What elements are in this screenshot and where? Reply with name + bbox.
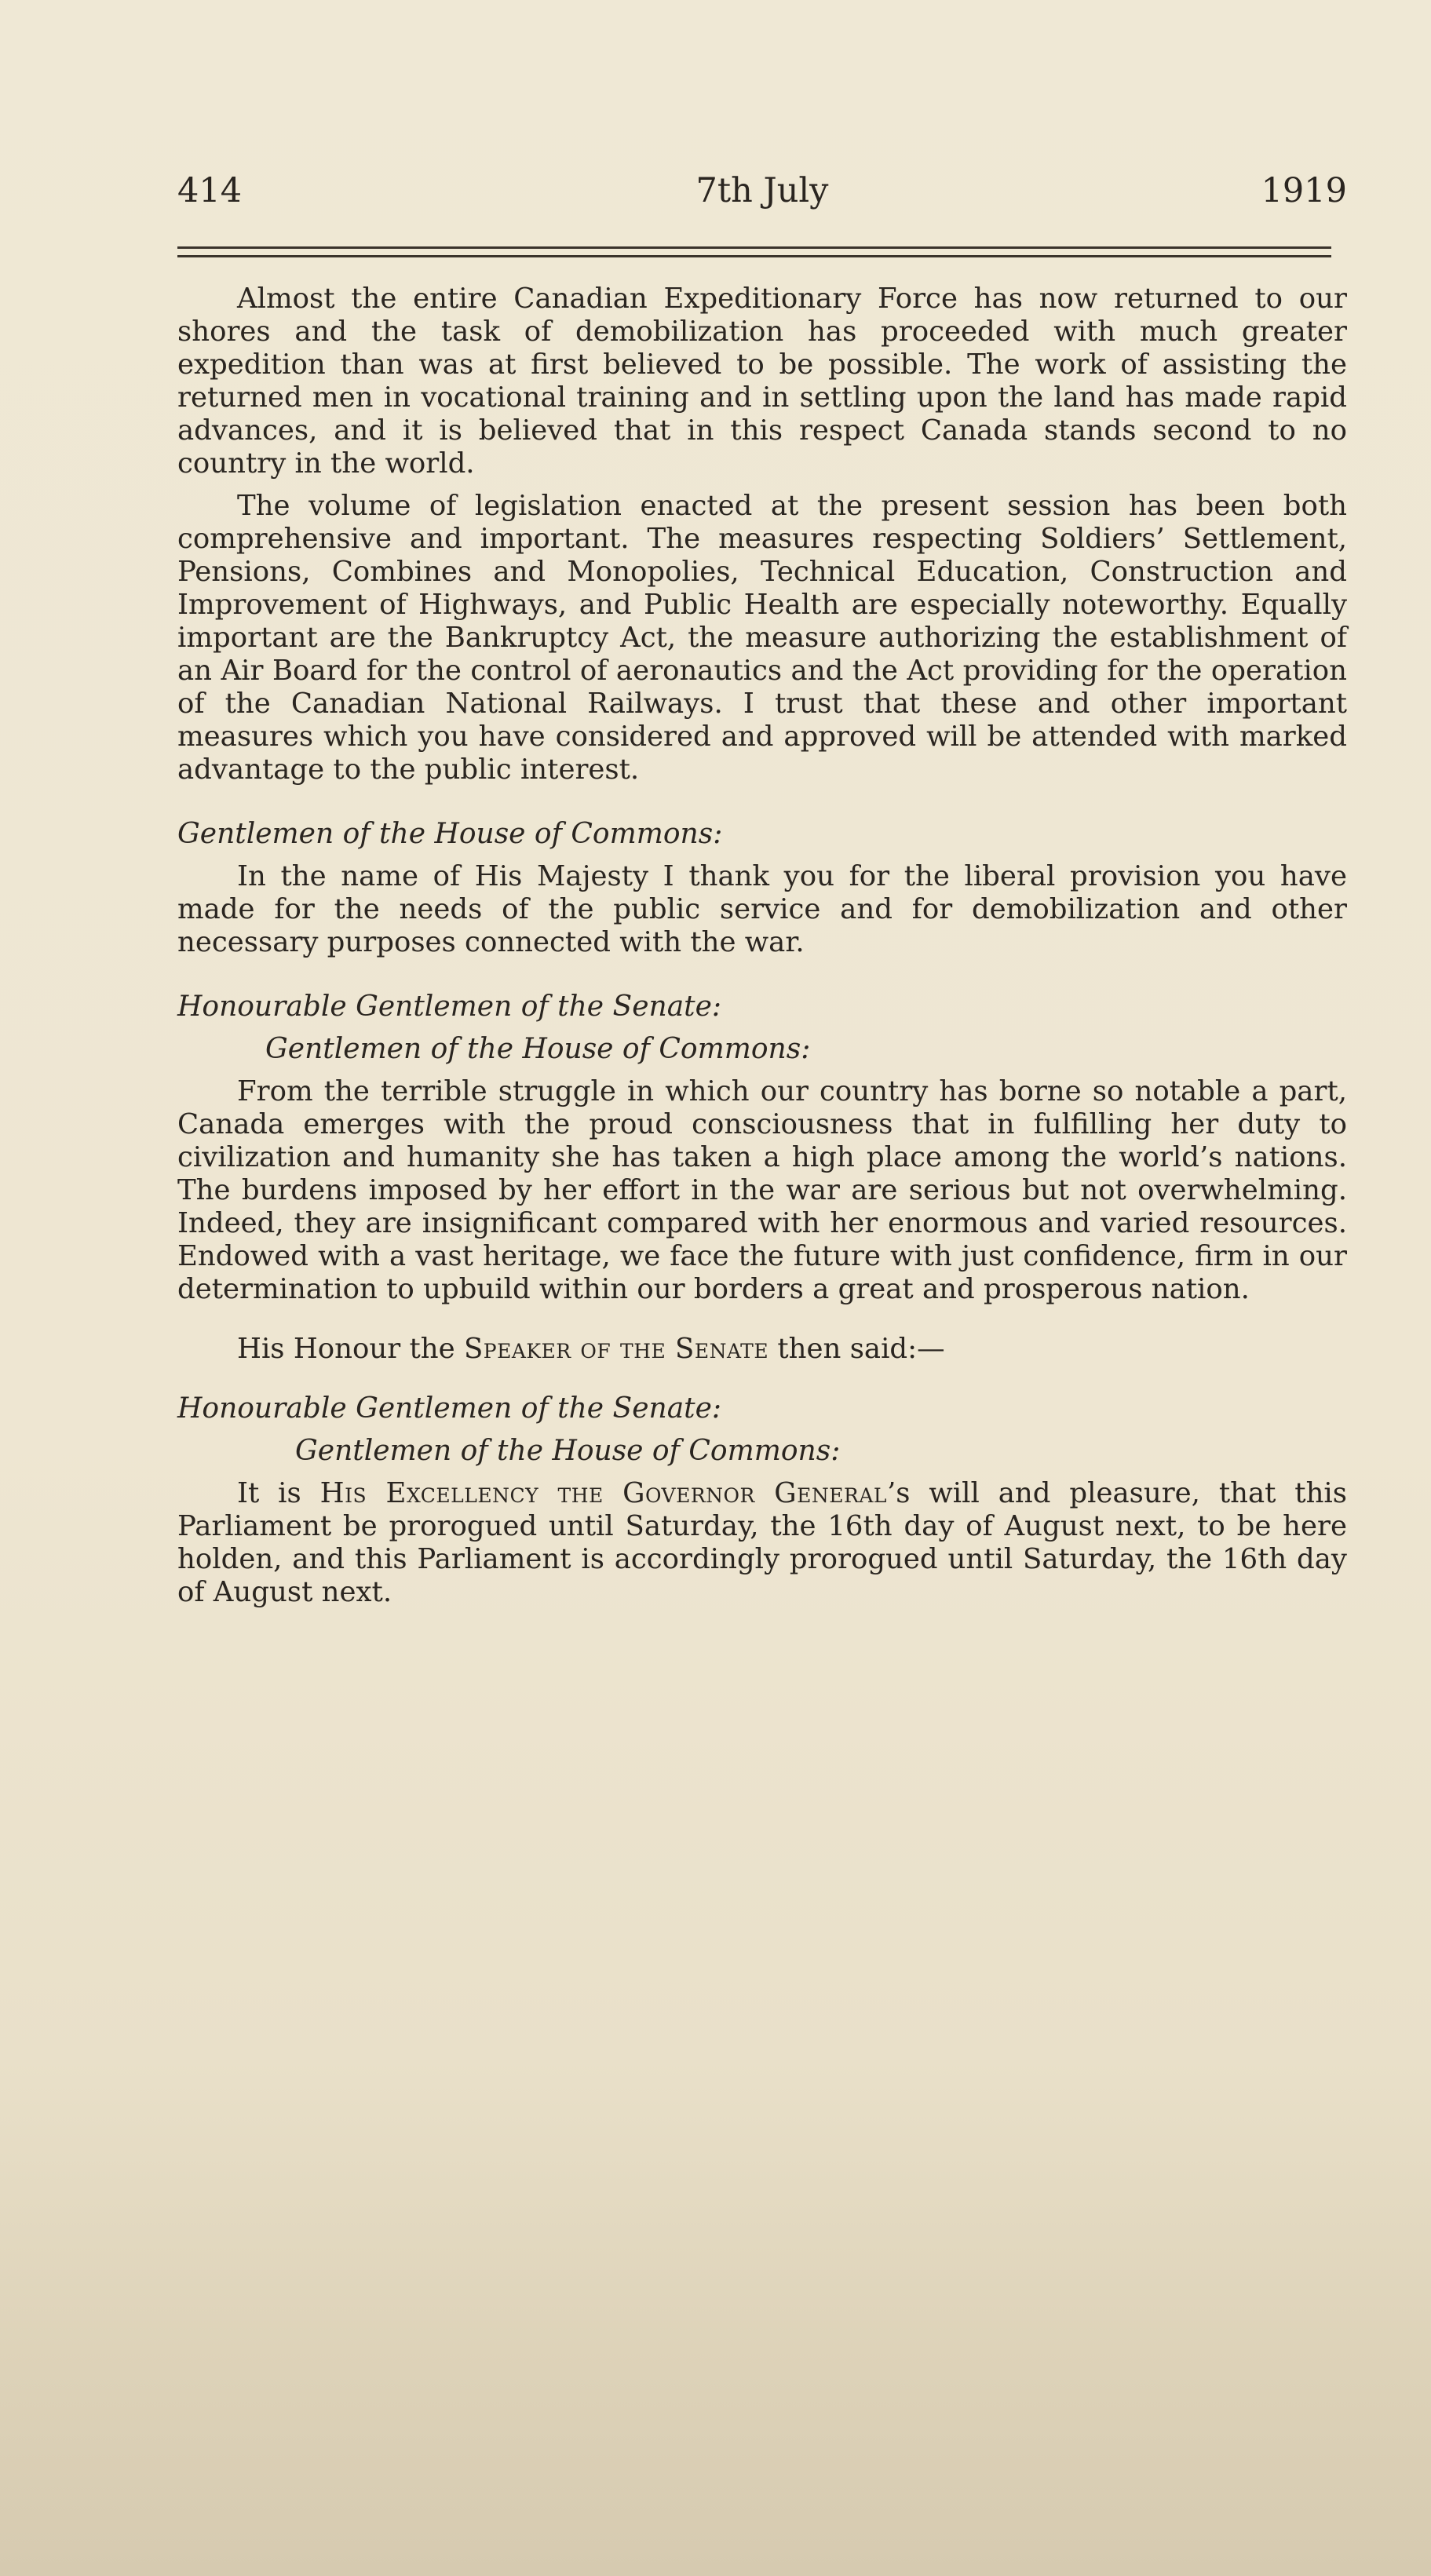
paragraph-legislation: The volume of legislation enacted at the present session has been both comprehensive and important. The measures respecting Soldiers’ Settlement, Pensions, Combines and Monopolies, Technical Education, Construction and Improvement of Highways, and Public Health are especially noteworthy. Equally important are the Bankruptcy Act, the measure authorizing the establishment of an Air Board for the control of aeronautics and the Act providing for the operation of the Canadian National Railways. I trust that these and other important measures which you have considered and approved will be attended with marked advantage to the public interest.: [177, 490, 1347, 786]
prorogation-text: ’s will and pleasure, that this Parliament be prorogued until Saturday, the 16th day of August next, to be here holden, and this Parliament is accordingly prorogued until Saturday, the 16th day of August next.: [177, 1477, 1348, 1608]
header-rule-bottom: [177, 255, 1331, 257]
salutation-commons-1: Gentlemen of the House of Commons:: [177, 818, 723, 850]
header-year: 1919: [1261, 171, 1347, 210]
page-number: 414: [177, 171, 243, 210]
paragraph-struggle: From the terrible struggle in which our country has borne so notable a part, Canada emerges with the proud consciousness that in fulfilling her duty to civilization and humanity she has taken a high place among the world’s nations. The burdens imposed by her effort in the war are serious but not overwhelming. Indeed, they are insignificant compared with her enormous and varied resources. Endowed with a vast heritage, we face the future with just confidence, firm in our determination to upbuild within our borders a great and prosperous nation.: [177, 1075, 1347, 1305]
speaker-intro: His Honour the: [237, 1333, 455, 1365]
salutation-senate-1: Honourable Gentlemen of the Senate:: [177, 991, 722, 1023]
speaker-outro: then said:—: [777, 1333, 945, 1365]
salutation-senate-2: Honourable Gentlemen of the Senate:: [177, 1392, 722, 1425]
header-rule-top: [177, 246, 1331, 249]
paragraph-thanks: In the name of His Majesty I thank you for the liberal provision you have made for the needs of the public service and for demobilization and other necessary purposes connected with the war.: [177, 860, 1347, 958]
governor-general-title: His Excellency the Governor General: [319, 1477, 887, 1509]
salutation-commons-2: Gentlemen of the House of Commons:: [265, 1033, 811, 1065]
page-body: [177, 283, 1347, 1609]
salutation-commons-3: Gentlemen of the House of Commons:: [295, 1435, 841, 1467]
page-header: [177, 171, 1347, 218]
prorogation-intro: It is: [237, 1477, 301, 1509]
header-date: 7th July: [695, 171, 829, 210]
paragraph-prorogation: [177, 1477, 1347, 1609]
paragraph-demobilization: Almost the entire Canadian Expeditionary Force has now returned to our shores and the task of demobilization has proceeded with much greater expedition than was at first believed to be possible. The work of assisting the returned men in vocational training and in settling upon the land has made rapid advances, and it is believed that in this respect Canada stands second to no country in the world.: [177, 283, 1347, 480]
paragraph-speaker: [177, 1333, 1347, 1366]
speaker-title: Speaker of the Senate: [463, 1333, 769, 1365]
